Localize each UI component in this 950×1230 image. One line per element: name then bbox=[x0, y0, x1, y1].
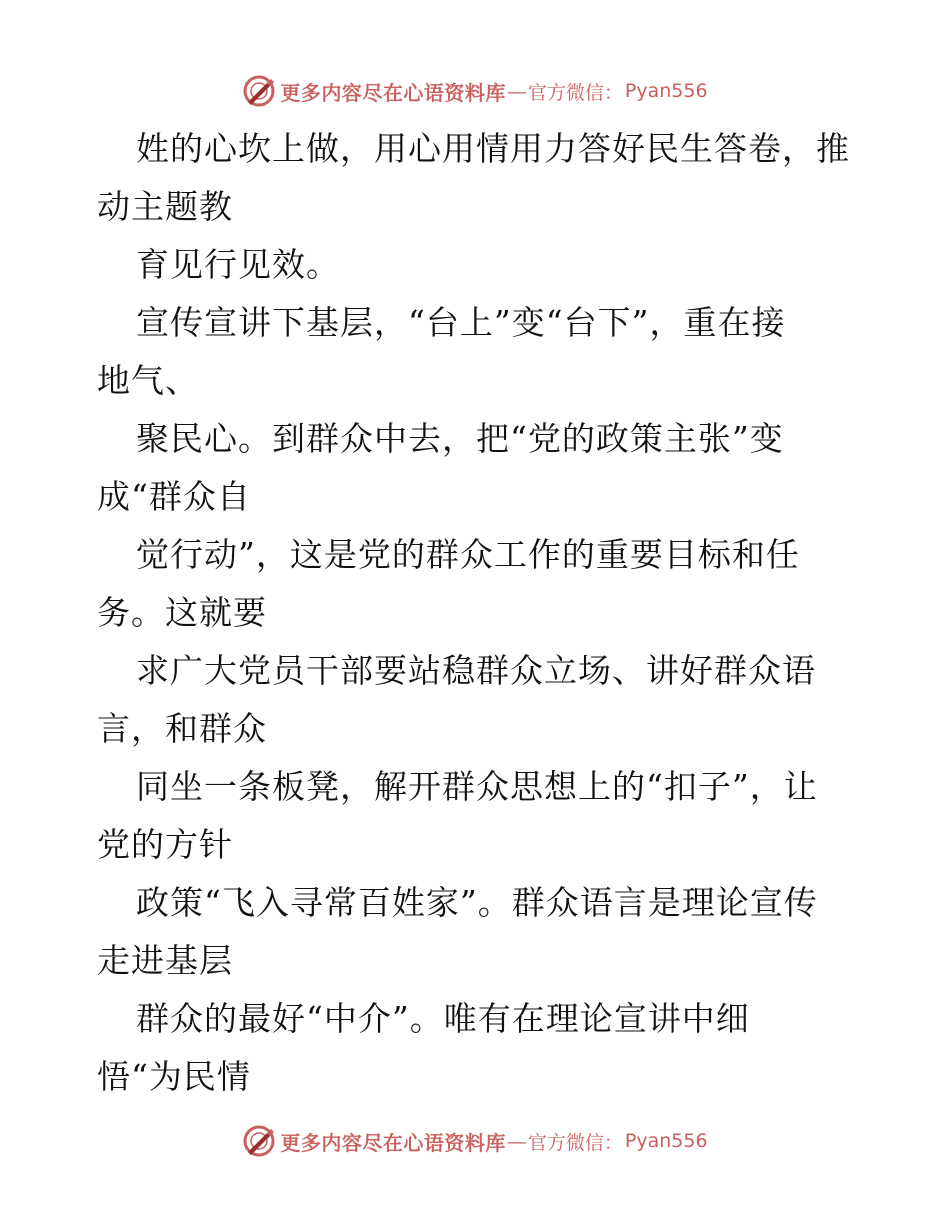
pen-logo-icon bbox=[242, 74, 276, 108]
watermark-label: 官方微信： bbox=[527, 1131, 623, 1154]
header-watermark bbox=[0, 71, 950, 111]
text-line: 同坐一条板凳，解开群众思想上的“扣子”，让 bbox=[136, 767, 818, 806]
text-line: 聚民心。到群众中去，把“党的政策主张”变 bbox=[136, 419, 784, 458]
watermark-label: 官方微信： bbox=[527, 81, 623, 104]
watermark-dash: — bbox=[506, 1129, 527, 1153]
text-line: 宣传宣讲下基层，“台上”变“台下”，重在接 bbox=[136, 303, 786, 342]
text-line: 觉行动”，这是党的群众工作的重要目标和任 bbox=[136, 535, 800, 574]
text-line: 成“群众自 bbox=[97, 477, 251, 516]
text-line: 走进基层 bbox=[97, 941, 233, 980]
watermark-brand: 更多内容尽在心语资料库 bbox=[280, 80, 506, 105]
text-line: 党的方针 bbox=[97, 825, 233, 864]
watermark-wechat-id: Pyan556 bbox=[624, 80, 708, 102]
text-line: 悟“为民情 bbox=[97, 1057, 251, 1096]
watermark-dash: — bbox=[506, 79, 527, 103]
text-line: 动主题教 bbox=[97, 187, 233, 226]
text-line: 务。这就要 bbox=[97, 593, 267, 632]
text-line: 政策“飞入寻常百姓家”。群众语言是理论宣传 bbox=[136, 883, 818, 922]
watermark-brand: 更多内容尽在心语资料库 bbox=[280, 1130, 506, 1155]
footer-watermark bbox=[0, 1121, 950, 1161]
watermark-wechat-id: Pyan556 bbox=[624, 1130, 708, 1152]
text-line: 言，和群众 bbox=[97, 709, 267, 748]
text-line: 地气、 bbox=[97, 361, 199, 400]
pen-logo-icon bbox=[242, 1124, 276, 1158]
text-line: 求广大党员干部要站稳群众立场、讲好群众语 bbox=[136, 651, 816, 690]
text-line: 育见行见效。 bbox=[136, 245, 340, 284]
text-line: 姓的心坎上做，用心用情用力答好民生答卷，推 bbox=[136, 129, 850, 168]
text-line: 群众的最好“中介”。唯有在理论宣讲中细 bbox=[136, 999, 750, 1038]
